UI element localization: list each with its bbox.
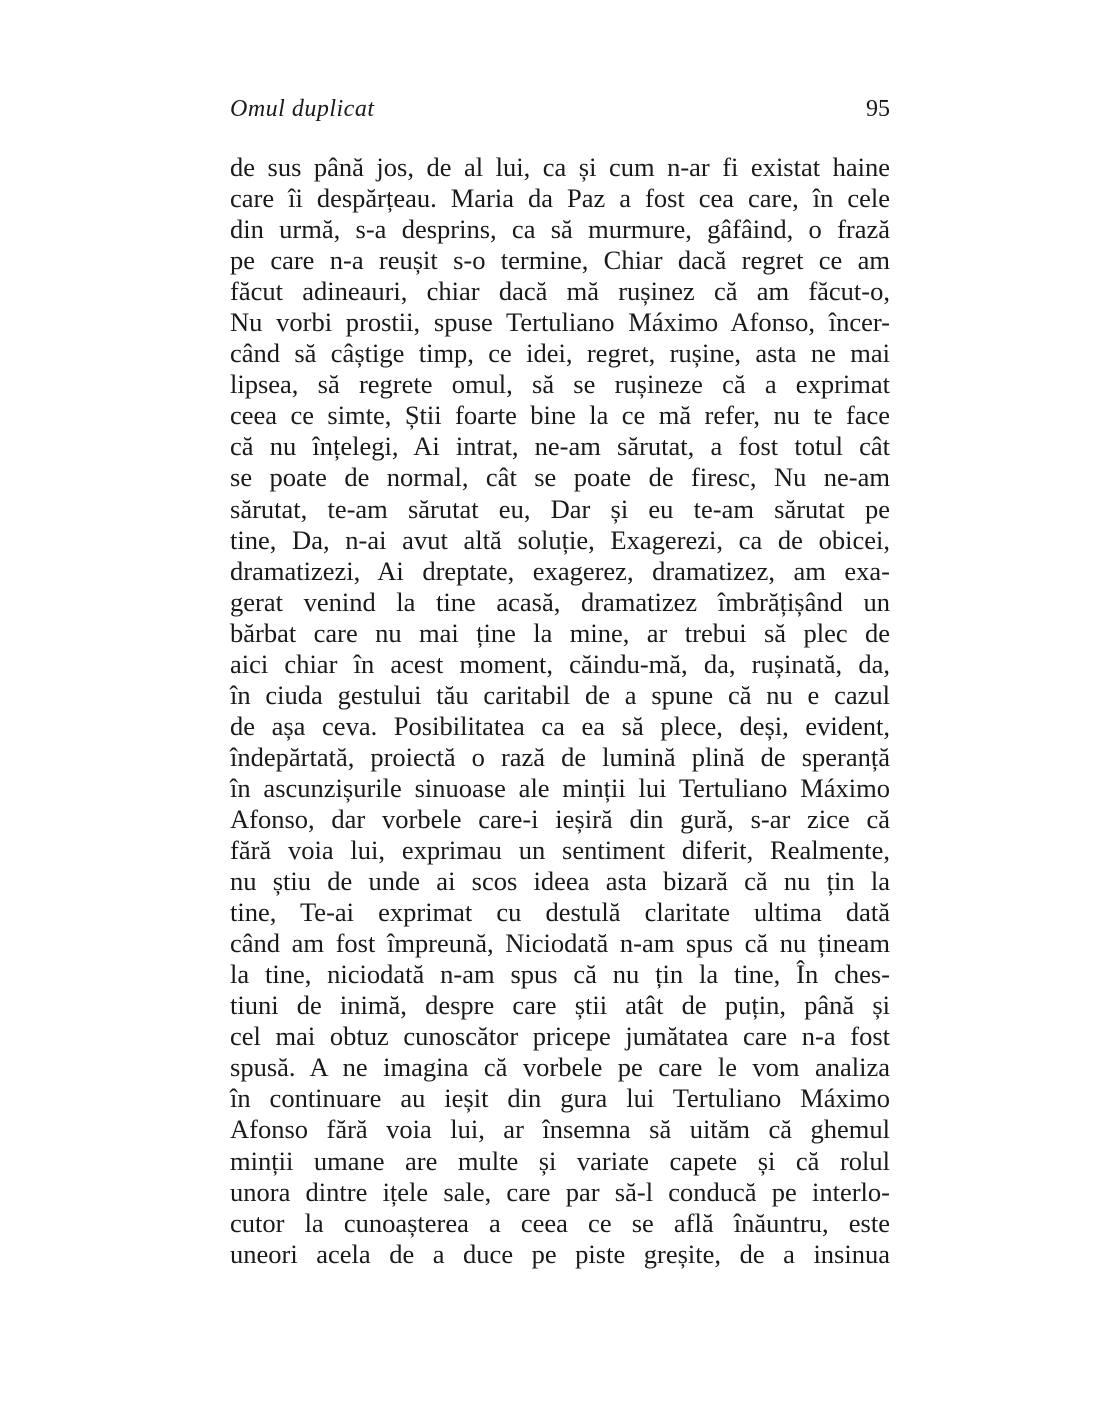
text-line: tine, Te-ai exprimat cu destulă claritate ultima dată — [230, 897, 890, 928]
text-line: nu știu de unde ai scos ideea asta bizară că nu țin la — [230, 866, 890, 897]
text-line: Nu vorbi prostii, spuse Tertuliano Máximo Afonso, încer- — [230, 307, 890, 338]
text-line: care îi despărțeau. Maria da Paz a fost cea care, în cele — [230, 183, 890, 214]
text-line: în continuare au ieșit din gura lui Tertuliano Máximo — [230, 1083, 890, 1114]
text-line: cel mai obtuz cunoscător pricepe jumătatea care n-a fost — [230, 1021, 890, 1052]
text-line: de sus până jos, de al lui, ca și cum n-ar fi existat haine — [230, 152, 890, 182]
text-line: pe care n-a reușit s-o termine, Chiar dacă regret ce am — [230, 245, 890, 276]
text-line: Afonso, dar vorbele care-i ieșiră din gură, s-ar zice că — [230, 803, 890, 834]
page-number: 95 — [866, 96, 890, 122]
text-line: în ciuda gestului tău caritabil de a spune că nu e cazul — [230, 679, 890, 710]
text-line: lipsea, să regrete omul, să se rușineze că a exprimat — [230, 369, 890, 400]
text-line: bărbat care nu mai ține la mine, ar trebui să plec de — [230, 617, 890, 648]
text-line: dramatizezi, Ai dreptate, exagerez, dramatizez, am exa- — [230, 555, 890, 586]
text-line: unora dintre ițele sale, care par să-l conducă pe interlo- — [230, 1176, 890, 1207]
text-line: spusă. A ne imagina că vorbele pe care le vom analiza — [230, 1052, 890, 1083]
text-line: cutor la cunoașterea a ceea ce se află înăuntru, este — [230, 1207, 890, 1238]
text-line: se poate de normal, cât se poate de firesc, Nu ne-am — [230, 462, 890, 493]
text-line: ceea ce simte, Știi foarte bine la ce mă refer, nu te face — [230, 400, 890, 431]
text-line: Afonso fără voia lui, ar însemna să uităm că ghemul — [230, 1114, 890, 1145]
text-line: că nu înțelegi, Ai intrat, ne-am sărutat, a fost totul cât — [230, 431, 890, 462]
text-line: minții umane are multe și variate capete și că rolul — [230, 1145, 890, 1176]
text-line: aici chiar în acest moment, căindu-mă, da, rușinată, da, — [230, 648, 890, 679]
text-line: din urmă, s-a desprins, ca să murmure, gâfâind, o frază — [230, 214, 890, 245]
text-line: îndepărtată, proiectă o rază de lumină plină de speranță — [230, 741, 890, 772]
body-text — [230, 152, 890, 1270]
text-line: când să câștige timp, ce idei, regret, rușine, asta ne mai — [230, 338, 890, 369]
text-line: la tine, niciodată n-am spus că nu țin la tine, În ches- — [230, 959, 890, 990]
text-line: gerat venind la tine acasă, dramatizez îmbrățișând un — [230, 586, 890, 617]
running-header — [230, 96, 890, 128]
text-line: de așa ceva. Posibilitatea ca ea să plece, deși, evident, — [230, 710, 890, 741]
text-line: uneori acela de a duce pe piste greșite, de a insinua — [230, 1238, 890, 1269]
text-line: tine, Da, n-ai avut altă soluție, Exagerezi, ca de obicei, — [230, 524, 890, 555]
text-line: sărutat, te-am sărutat eu, Dar și eu te-am sărutat pe — [230, 493, 890, 524]
text-line: făcut adineauri, chiar dacă mă rușinez că am făcut-o, — [230, 276, 890, 307]
running-title: Omul duplicat — [230, 96, 375, 122]
text-line: fără voia lui, exprimau un sentiment diferit, Realmente, — [230, 835, 890, 866]
text-line: tiuni de inimă, despre care știi atât de puțin, până și — [230, 990, 890, 1021]
text-line: în ascunzișurile sinuoase ale minții lui Tertuliano Máximo — [230, 772, 890, 803]
text-line: când am fost împreună, Niciodată n-am spus că nu țineam — [230, 928, 890, 959]
